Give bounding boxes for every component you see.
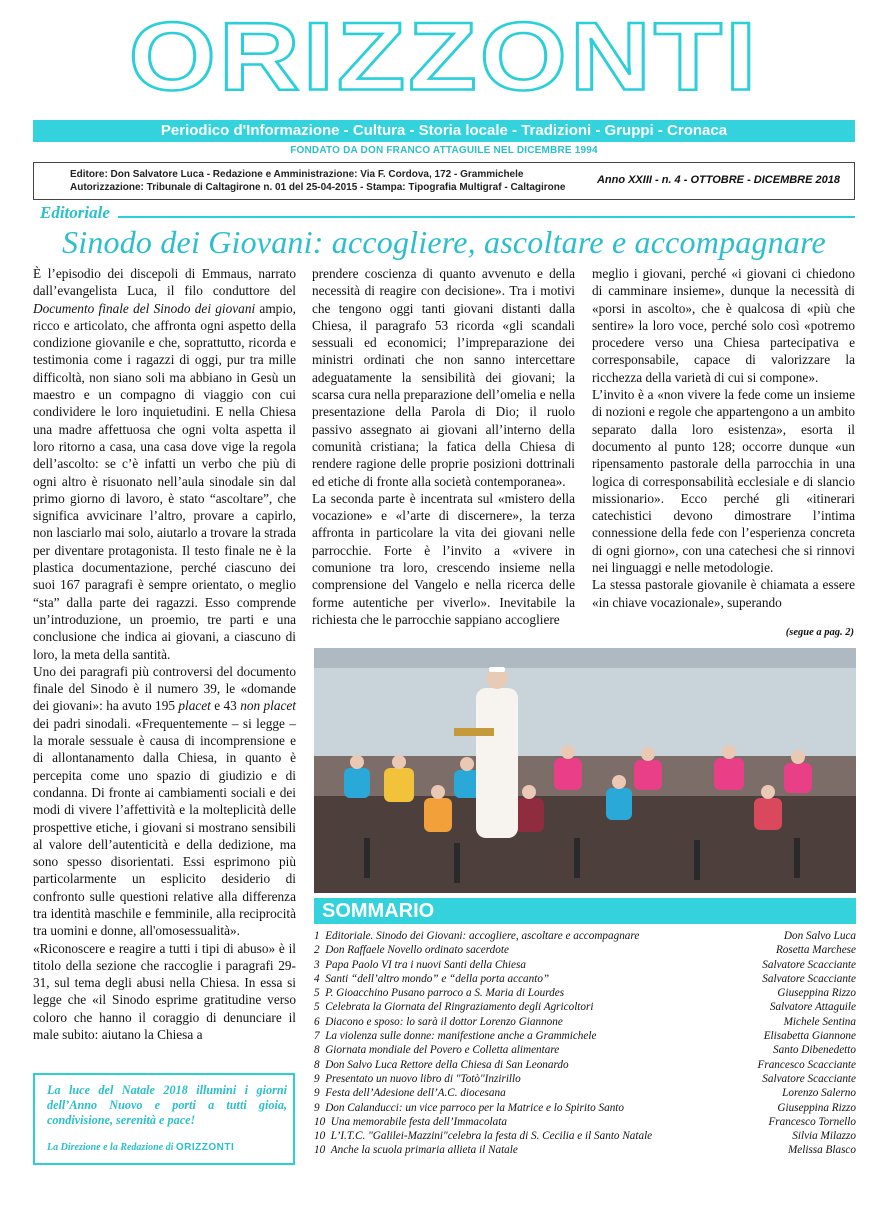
toc-page-number: 1 [314,930,320,942]
toc-row [314,958,856,972]
toc-page-number: 3 [314,958,320,971]
toc-title-text: P. Gioacchino Pusano parroco a S. Maria di Lourdes [325,987,565,1000]
toc-title-text: Celebrata la Giornata del Ringraziamento degli Agricoltori [325,1001,594,1014]
toc-title-text: Una memorabile festa dell’Immacolata [330,1115,507,1128]
publisher-info [70,168,565,194]
toc-entry-title [314,1043,559,1057]
toc-entry-title [314,986,564,1000]
greeting-signature: La Direzione e la Redazione di ORIZZONTI [47,1142,235,1153]
toc-entry-title [314,929,639,943]
info-box [33,162,855,200]
toc-author: Salvatore Scacciante [762,958,856,971]
section-label: Editoriale [40,203,110,222]
toc-row [314,972,856,986]
sommario-header [314,898,856,924]
toc-page-number: 9 [314,1072,320,1085]
toc-row [314,1143,856,1157]
toc-page-number: 2 [314,944,320,957]
article-headline: Sinodo dei Giovani: accogliere, ascoltare e accompagnare [62,224,826,260]
toc-row [314,1058,856,1072]
toc-entry-title [314,1058,569,1072]
toc-row [314,1043,856,1057]
section-rule [118,216,855,218]
paragraph: Uno dei paragrafi più controversi del documento finale del Sinodo è il numero 39, le «domande dei giovani»: ha avuto 195 placet e 43 non placet dei padri sinodali. «Frequentemente – si legge – la morale sessuale è causa di incomprensione e di allontanamento dalla Chiesa, in quanto è percepita come uno spazio di giudizio e di condanna. Di fronte ai cambiamenti sociali e dei modi di vivere l’affettività e la molteplicità delle prospettive etiche, i giovani si mostrano sensibili al valore dell’autenticità e della dedizione, ma sono spesso disorientati. Essi esprimono più particolarmente un esplicito desiderio di confronto sulle questioni relative alla differenza tra identità maschile e femminile, alla reciprocità tra uomini e donne, all'omosessualità». [33,663,296,939]
article-column-1 [33,265,296,1043]
article-photo [314,648,856,893]
toc-page-number: 9 [314,1101,320,1114]
toc-page-number: 5 [314,987,320,1000]
toc-title-text: La violenza sulle donne: manifestione anche a Grammichele [325,1030,597,1043]
toc-title-text: Don Calanducci: un vice parroco per la Matrice e lo Spirito Santo [325,1101,624,1114]
toc-page-number: 5 [314,1001,320,1014]
toc-page-number: 10 [314,1144,326,1157]
toc-author: Francesco Scacciante [757,1058,856,1071]
toc-row [314,1029,856,1043]
greeting-message: La luce del Natale 2018 illumini i giorni dell’Anno Nuovo e porti a tutti gioia, condivisione, serenità e pace! [47,1083,287,1127]
paragraph: La stessa pastorale giovanile è chiamata a essere «in chiave vocazionale», superando [592,577,855,610]
toc-title-text: Presentato un nuovo libro di "Totò"Inzirillo [325,1072,521,1085]
toc-title-text: Festa dell’Adesione dell’A.C. diocesana [325,1087,506,1100]
toc-title-text: Anche la scuola primaria allieta il Natale [330,1144,518,1157]
toc-page-number: 10 [314,1115,326,1128]
toc-author: Elisabetta Giannone [763,1030,856,1043]
toc-entry-title [314,1143,518,1157]
toc-page-number: 6 [314,1015,320,1028]
toc-author: Rosetta Marchese [775,944,856,957]
paragraph: meglio i giovani, perché «i giovani ci chiedono di camminare insieme», dunque la necessità di «porsi in ascolto», che è qualcosa di «più che sentire» la loro voce, perché solo così «potremo procedere verso una Chiesa partecipativa e corresponsabile, capace di valorizzare la ricchezza della varietà di cui si compone». [592,266,855,385]
toc-author: Salvatore Scacciante [762,1072,856,1085]
toc-entry-title [314,943,509,957]
authorization-line: Autorizzazione: Tribunale di Caltagirone n. 01 del 25-04-2015 - Stampa: Tipografia Multigraf - Caltagirone [70,182,566,193]
toc-row [314,929,856,943]
toc-page-number: 10 [314,1130,326,1143]
toc-author: Don Salvo Luca [783,930,856,942]
toc-title-text: Giornata mondiale del Povero e Colletta alimentare [325,1044,560,1057]
toc-row [314,943,856,957]
toc-author: Salvatore Attaguile [769,1001,856,1014]
toc-entry-title [314,1015,563,1029]
toc-author: Giuseppina Rizzo [777,987,856,1000]
article-column-3 [592,265,855,611]
toc-row [314,1129,856,1143]
toc-row [314,986,856,1000]
newspaper-title: ORIZZONTI [128,2,760,111]
christmas-greeting-box [33,1073,295,1165]
greeting-brand: ORIZZONTI [175,1142,235,1153]
toc-author: Silvia Milazzo [792,1130,856,1143]
toc-author: Melissa Blasco [787,1144,856,1157]
toc-page-number: 4 [314,972,320,985]
toc-entry-title [314,1129,652,1143]
toc-page-number: 8 [314,1044,320,1057]
toc-entry-title [314,1101,624,1115]
paragraph: È l’episodio dei discepoli di Emmaus, narrato dall’evangelista Luca, il filo conduttore del Documento finale del Sinodo dei giovani ampio, ricco e articolato, che affronta ogni aspetto della condizione giovanile e che, soprattutto, ricorda e testimonia come i ragazzi di oggi, pur tra mille difficoltà, non siano soli ma abbiano in Gesù un maestro e un compagno di viaggio con cui condividere le loro inquietudini. E nella Chiesa una madre affettuosa che ogni volta aspetta il loro ritorno a casa, una casa dove vige la regola dell’ascolto: se c’è infatti un verbo che più di ogni altro è risuonato nell’aula sinodale sin dal primo giorno di lavoro, è stato “ascoltare”, che significa avvicinare l’altro, provare a capirlo, non lasciarlo mai solo, aiutarlo a trovare la strada per diventare protagonista. Il testo finale ne è la plastica documentazione, perché ciascuno dei suoi 167 paragrafi è sempre orientato, o meglio “sta” dalla parte dei ragazzi. Esso comprende un’introduzione, un proemio, tre parti e una conclusione che indica ai giovani, a ciascuno di loro, la meta della santità. [33,266,296,662]
toc-page-number: 7 [314,1030,320,1043]
continued-note: (segue a pag. 2) [785,627,854,638]
photo-illustration [314,648,856,893]
toc-author: Francesco Tornello [768,1115,856,1128]
toc-title-text: Don Salvo Luca Rettore della Chiesa di San Leonardo [325,1058,569,1071]
toc-entry-title [314,1029,596,1043]
subtitle-band: Periodico d'Informazione - Cultura - Storia locale - Tradizioni - Gruppi - Cronaca [33,120,855,142]
paragraph: La seconda parte è incentrata sul «mistero della vocazione» e «l’arte di discernere», la terza affronta in particolare la vita dei giovani nelle parrocchie. Forte è l’invito a «vivere in comunione tra loro, crescendo insieme nella comprensione del Vangelo e nella ricerca delle forme autentiche per viverlo». Inevitabile la richiesta che le parrocchie sappiano accogliere [312,490,575,627]
toc-row [314,1000,856,1014]
toc-entry-title [314,972,549,986]
table-of-contents [314,929,856,1158]
sommario-title: SOMMARIO [322,900,435,922]
toc-title-text: Don Raffaele Novello ordinato sacerdote [325,944,509,957]
toc-row [314,1086,856,1100]
toc-title-text: L’I.T.C. "Galilei-Mazzini"celebra la festa di S. Cecilia e il Santo Natale [330,1130,653,1143]
toc-author: Michele Sentina [783,1015,856,1028]
paragraph: «Riconoscere e reagire a tutti i tipi di abuso» è il titolo della sezione che raccoglie i paragrafi 29-31, sul tema degli abusi nella Chiesa. In essa si legge che «il Sinodo esprime gratitudine verso coloro che hanno il coraggio di denunciare il male subito: aiutano la Chiesa a [33,940,296,1043]
toc-row [314,1115,856,1129]
toc-author: Giuseppina Rizzo [777,1101,856,1114]
toc-title-text: Papa Paolo VI tra i nuovi Santi della Chiesa [325,958,526,971]
toc-author: Lorenzo Salerno [782,1087,856,1100]
toc-entry-title [314,958,526,972]
paragraph: prendere coscienza di quanto avvenuto e della necessità di reagire con decisione». Tra i motivi che tengono oggi tanti giovani distanti dalla Chiesa, il paragrafo 53 ricorda «gli scandali sessuali ed economici; l’impreparazione dei ministri ordinati che non sanno intercettare adeguatamente la sensibilità dei giovani; la scarsa cura nella preparazione dell’omelia e nella presentazione della Parola di Dio; il ruolo passivo assegnato ai giovani all’interno della comunità cristiana; la fatica della Chiesa di rendere ragione delle proprie posizioni dottrinali ed etiche di fronte alla società contemporanea». [312,266,575,489]
toc-title-text: Editoriale. Sinodo dei Giovani: accogliere, ascoltare e accompagnare [325,930,640,942]
toc-row [314,1101,856,1115]
masthead [33,2,855,114]
toc-entry-title [314,1000,593,1014]
editor-line: Editore: Don Salvatore Luca - Redazione e Amministrazione: Via F. Cordova, 172 - Grammichele [70,169,524,180]
paragraph: L’invito è a «non vivere la fede come un insieme di nozioni e regole che appartengono a un ambito separato dalla loro esistenza», esorta il documento al punto 128; occorre dunque «un ripensamento pastorale della parrocchia in una logica di corresponsabilità ecclesiale e di slancio missionario». Ecco perché gli «itinerari catechistici devono dimostrare l’intima connessione della fede con l’esperienza concreta di ogni giorno», con una catechesi che si rinnovi nei linguaggi e nelle metodologie. [592,387,855,576]
toc-row [314,1015,856,1029]
toc-row [314,1072,856,1086]
toc-author: Salvatore Scacciante [762,972,856,985]
toc-entry-title [314,1115,507,1129]
toc-page-number: 9 [314,1087,320,1100]
toc-author: Santo Dibenedetto [773,1044,856,1057]
issue-info: Anno XXIII - n. 4 - OTTOBRE - DICEMBRE 2018 [596,174,840,186]
article-column-2 [312,265,575,628]
toc-title-text: Santi “dell’altro mondo” e “della porta accanto” [325,972,550,985]
toc-page-number: 8 [314,1058,320,1071]
toc-entry-title [314,1086,506,1100]
toc-title-text: Diacono e sposo: lo sarà il dottor Lorenzo Giannone [325,1015,563,1028]
founded-line: FONDATO DA DON FRANCO ATTAGUILE NEL DICEMBRE 1994 [290,145,598,156]
toc-entry-title [314,1072,521,1086]
